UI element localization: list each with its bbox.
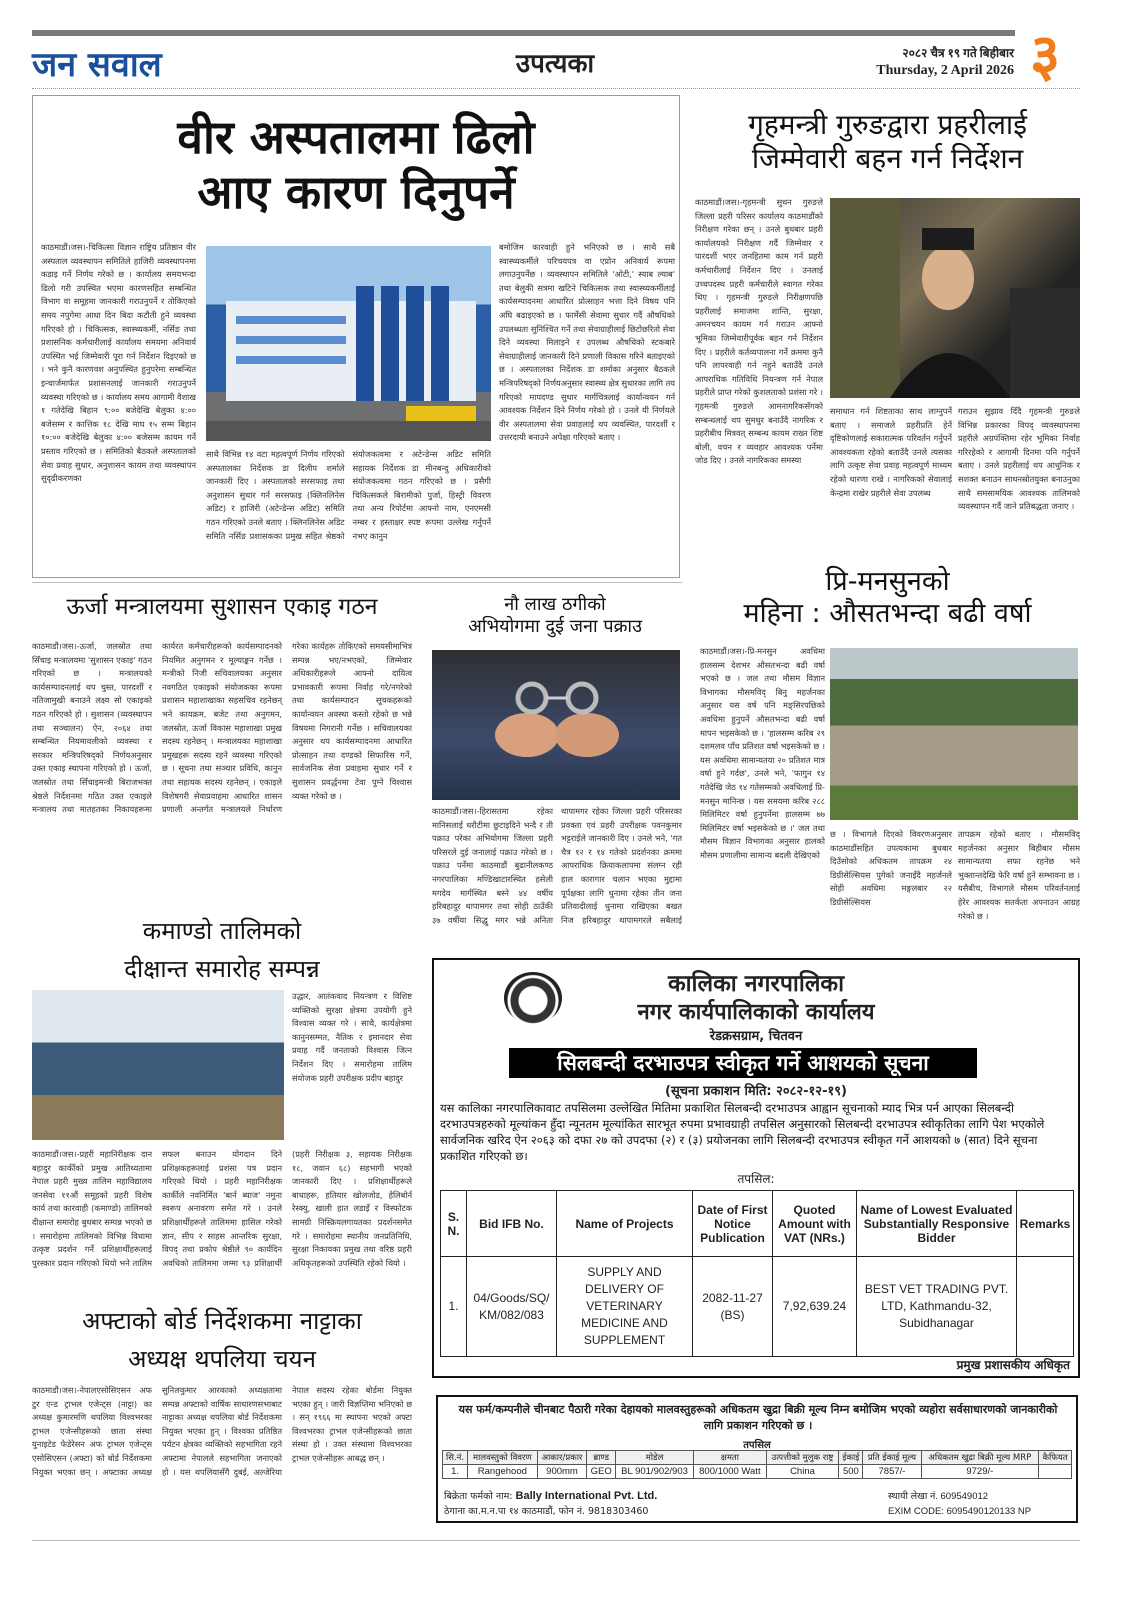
column-header: उत्पत्तीको मुलुक राष्ट्र (766, 1451, 839, 1465)
article-text: काठमाडौं।जस।-प्रि-मनसुन अवधिमा हालसम्म देशभर औसतभन्दा बढी वर्षा भएको छ । जल तथा मौसम विज्ञान विभागका मौसमविद् बिनु महर्जनका अनुसार यस वर्ष पनि मङ्सिरपछिको अवधिमा हुनुपर्ने औसतभन्दा बढी वर्षा मापन भइसकेको छ । 'हालसम्म करिब २९ दशमलव पाँच प्रतिशत वर्षा भइसकेको छ । यस अवधिमा सामान्यतया २० प्रतिशत मात्र वर्षा हुने गर्दछ', उनले भने, 'फागुन १४ गतेदेखि जेठ १४ गतेसम्मको अवधिलाई प्रि-मनसुन मानिन्छ । यस समयमा करिब २८८ मिलिमिटर वर्षा हुनुपर्नेमा हालसम्म ७७ मिलिमिटर वर्षा भइसकेको छ ।' जल तथा मौसम विज्ञान विभागका अनुसार हालको मौसम प्रणालीमा सामान्य बदली देखिएको (700, 646, 825, 860)
table-cell: 7857/- (863, 1465, 921, 1479)
table-cell: 500 (839, 1465, 863, 1479)
column-header: Date of First Notice Publication (693, 1191, 773, 1257)
headline-line: जिम्मेवारी बहन गर्न निर्देशन (751, 141, 1024, 175)
commando-ceremony-photo (32, 990, 284, 1140)
headline-line: कमाण्डो तालिमको (142, 917, 302, 945)
table-row (441, 1257, 1074, 1357)
table-cell: 800/1000 Watt (694, 1465, 766, 1479)
article-text: काठमाडौं।जस।-नेपालएसोसिएसन अफ टुर एन्ड ट्राभल एजेन्ट्स (नाट्टा) का अध्यक्ष कुमारमणि थपलिया विश्वभरका ट्राभल एजेन्सीहरूको छाता संस्था युनाइटेड फेडेरेसन अफ ट्राभल एजेन्ट्स एसोसिएसन (अफ्टा) को बोर्ड निर्देशकमा नियुक्त भएका छन् । अफ्टाका अध्यक्ष सुनिलकुमार आरकाको अध्यक्षतामा सम्पन्न अफ्टाको वार्षिक साधारणसभाबाट नाट्टाका अध्यक्ष थपलिया बोर्ड निर्देशकमा नियुक्त भएका हुन् । विश्वका प्रतिष्ठित पर्यटन क्षेत्रका व्यक्तिको सहभागिता रहने अफ्टामा नेपालले सहभागिता जनाएको हो । यस थपलियासँगै दुबई, अल्जेरिया नेपाल सदस्य रहेका बोर्डमा नियुक्त भएका हुन् । जारी विज्ञप्तिमा भनिएको छ । सन् १९६६ मा स्थापना भएको अफ्टा विश्वभरका ट्राभल एजेन्सीहरूको छाता संस्था हो । उक्त संस्थामा विश्वभरका ट्राभल एजेन्सीहरू आबद्ध छन् । (32, 1385, 412, 1477)
headline-line: अभियोगमा दुई जना पक्राउ (468, 615, 642, 637)
column-header: Quoted Amount with VAT (NRs.) (773, 1191, 857, 1257)
table-cell: SUPPLY AND DELIVERY OF VETERINARY MEDICINE AND SUPPLEMENT (557, 1257, 693, 1357)
exim-code: EXIM CODE: 6095490120133 NP (888, 1506, 1032, 1517)
flooded-river-photo (830, 648, 1078, 820)
article-text: छ । विभागले दिएको विवरणअनुसार काठमाडौंसहित उपत्यकामा बुधबार दिउँसोको अधिकतम तापक्रम २४ डिग्रीसेल्सियस पुगेको जनाइँदै महर्जनले सोही अवधिमा मङ्गलबार २२ डिग्रीसेल्सियस (830, 829, 952, 907)
article-bir-hospital (32, 95, 680, 578)
date-nepali: २०८२ चैत्र १९ गते बिहीबार (902, 46, 1014, 60)
article-text: गराउन सुझाव दिँदै गृहमन्त्री गुरुङले विभिन्न प्रकारका विपद् व्यवस्थापनमा प्रहरीले अग्रपंक्तिमा रहेर भूमिका निर्वाह गरिरहेको र आगामी दिनमा पनि गर्नुपर्ने बताए । उनले प्रहरीलाई थप आधुनिक र सशक्त बनाउन साधनस्रोतयुक्त बनाउनुका साथै समसामयिक आवश्यक तालिमको व्यवस्थापन गर्दै जाने प्रतिबद्धता जनाए । (958, 406, 1080, 512)
article-text: काठमाडौं।जस।-गृहमन्त्री सुधन गुरुङले जिल्ला प्रहरी परिसर कार्यालय काठमाडौंको निरीक्षण गरेका छन् । उनले बुधबार प्रहरी कार्यालयको निरीक्षण गर्दै जिम्मेवार र पारदर्शी भएर जनहितमा काम गर्न प्रहरी कर्मचारीलाई निर्देशन दिए । उनलाई उच्चपदस्थ प्रहरी कर्मचारीले स्वागत गरेका थिए । गृहमन्त्री गुरुङले निरीक्षणपछि प्रहरीलाई समाजमा शान्ति, सुरक्षा, अमनचयन कायम गर्न गराउन आफ्नो भूमिका जिम्मेवारीपूर्वक बहन गर्न निर्देशन दिए । प्रहरीले कर्तव्यपालना गर्ने क्रममा कुनै पनि लापरवाही गर्न नहुने बताउँदै उनले आपराधिक गतिविधि नियन्त्रण गर्न नेपाल प्रहरीले प्राप्त गरेको कुशलताको प्रशंसा गरे । गृहमन्त्री गुरुङले आमनागरिकसँगको सम्बन्धलाई थप सुमधुर बनाउँदै नागरिक र प्रहरीबीच मित्रवत् सम्बन्ध कायम राख्न शिष्ट बोली, वचन र व्यवहार आवश्यक पर्नेमा जोड दिए । उनले नागरिकका समस्या (695, 197, 823, 466)
home-minister-photo (830, 198, 1080, 398)
article-text: उद्धार, आतंकवाद नियन्त्रण र विशिष्ट व्यक्तिको सुरक्षा क्षेत्रमा उपयोगी हुने विश्वास व्यक्त गरे । साथै, कार्यक्षेत्रमा कानुनसम्मत, नैतिक र इमानदार सेवा प्रवाह गर्दै जनताको विश्वास जित्न निर्देशन दिए । समारोहमा तालिम संयोजक प्रहरी उपरीक्षक प्रदीप बहादुर (292, 991, 412, 1083)
seller-address: ठेगाना का.म.न.पा १४ काठमाडौं, फोन नं. 9818303460 (444, 1506, 649, 1517)
column-header: मालवस्तुको विवरण (468, 1451, 537, 1465)
column-header: सि.नं. (443, 1451, 468, 1465)
table-cell: 9729/- (921, 1465, 1039, 1479)
tapsil-label: तपसिल: (737, 1172, 775, 1186)
headline-line: दीक्षान्त समारोह सम्पन्न (124, 955, 320, 983)
bid-table (440, 1190, 1074, 1357)
pan-number: स्थायी लेखा नं. 609549012 (888, 1491, 989, 1502)
notice-title: सिलबन्दी दरभाउपत्र स्वीकृत गर्ने आशयको सूचना (509, 1048, 977, 1078)
mrp-table (442, 1450, 1072, 1479)
column-header: Bid IFB No. (467, 1191, 557, 1257)
headline-line: वीर अस्पतालमा ढिलो (177, 110, 535, 164)
top-rule (32, 30, 1015, 36)
handcuffed-hands-image (432, 650, 680, 800)
section-title: उपत्यका (515, 49, 595, 79)
column-header: कैफियत (1039, 1451, 1072, 1465)
headline: ऊर्जा मन्त्रालयमा सुशासन एकाइ गठन (66, 594, 378, 620)
mrp-advertisement (436, 1395, 1078, 1523)
column-header: आकार/प्रकार (537, 1451, 587, 1465)
headline (33, 110, 679, 220)
column-header: Remarks (1017, 1191, 1074, 1257)
article-text: बमोजिम कारवाही हुने भनिएको छ । साथै सबै स्वास्थ्यकर्मीले परिचयपत्र वा एप्रोन अनिवार्य रूपमा लगाउनुपर्नेछ । व्यवस्थापन समितिले 'ओटी,' स्याब ल्याब' तथा बेलुकी सत्रमा खटिने चिकित्सक तथा स्वास्थ्यकर्मीलाई कार्यसम्पादनमा आधारित प्रोत्साहन भत्ता दिने विषय पनि अघि बढाइएको छ । फार्मेसी सेवामा सुधार गर्दै औषधिको उपलब्धता सुनिश्चित गर्ने तथा सेवाग्राहीलाई छिटोछरितो सेवा दिने व्यवस्था मिलाइने र उपलब्ध औषधिको स्टकबारे सेवाग्राहीलाई जानकारी दिने प्रणाली विकास गरिने बताइएको छ । अस्पतालका निर्देशक डा शर्माका अनुसार बैठकले मन्त्रिपरिषद्को निर्णयअनुसार स्वास्थ्य क्षेत्र सुधारका लागि तय गरिएको मापदण्ड सुधार मार्गचित्रलाई कार्यान्वयन गर्न आवश्यक निर्देशन दिने निर्णय गरेको हो । उनले यी निर्णयले वीर अस्पतालमा सेवा प्रवाहलाई थप व्यवस्थित, पारदर्शी र उत्तरदायी बनाउने अपेक्षा गरिएको बताए । (499, 242, 675, 443)
table-header-row (441, 1191, 1074, 1257)
issue-date (876, 44, 1014, 80)
headline-line: प्रि-मनसुनको (825, 566, 950, 597)
table-cell: 7,92,639.24 (773, 1257, 857, 1357)
person-portrait-image (830, 198, 1080, 398)
table-header-row (443, 1451, 1072, 1465)
article-text: काठमाडौं।जस।-हिरासतमा रहेका मानिसलाई धरौटीमा छुटाइदिने भन्दै र ती पक्राउ परेका अभियोगमा जिल्ला प्रहरी परिसरले दुई जनालाई पक्राउ गरेको छ । पक्राउ पर्नेमा काठमाडौं बुढानीलकण्ठ नगरपालिका मण्डिखाटारस्थित हसेली मगदेव मार्गस्थित बस्ने ४४ वर्षीय हरिबहादुर थापामगर तथा सोही ठाउँकी ३७ वर्षीया सिद्धु मगर भन्ने अनिता थापामगर रहेका जिल्ला प्रहरी परिसरका प्रवक्ता एवं प्रहरी उपरीक्षक पवनकुमार भट्टराईले जानकारी दिए । उनले भने, 'गत चैत्र १२ र १४ गतेको प्रदर्शनका क्रममा आपराधिक क्रियाकलापमा संलग्न रही हाल कारागार चलान भएका मुद्दामा पूर्पक्षका लागि धुनामा रहेका तीन जना प्रतिवादीलाई धुनामा राखिएका बखत निज हरिबहादुर थापामगरले सबैलाई (432, 806, 682, 925)
hospital-building-image (206, 246, 491, 441)
column-header: S. N. (441, 1191, 467, 1257)
table-cell: China (766, 1465, 839, 1479)
table-cell: 1. (441, 1257, 467, 1357)
table-cell (1039, 1465, 1072, 1479)
article-text: काठमाडौं।जस।-चिकित्सा विज्ञान राष्ट्रिय प्रतिष्ठान वीर अस्पताल व्यवस्थापन समितिले हाजिरी व्यवस्थापनमा कडाइ गर्ने निर्णय गरेको छ । कार्यालय समयभन्दा ढिलो गरी उपस्थित भएमा कारणसहित सम्बन्धित विभाग वा समूहमा जानकारी गराउनुपर्ने र तोकिएको समय नपुगेमा आधा दिन बिदा कटौती हुने व्यवस्था गरिएको हो । चिकित्सक, स्वास्थ्यकर्मी, नर्सिङ तथा प्रशासनिक कर्मचारीलाई कार्यालय समयमा अनिवार्य उपस्थित भई जिम्मेवारी पूरा गर्न निर्देशन दिइएको छ । भने कुनै कारणवश अनुपस्थित हुनुपरेमा सम्बन्धित इन्चार्जमार्फत प्रशासनलाई जानकारी गराउनुपर्ने व्यवस्था गरिएको छ । कार्यालय समय आगामी वैशाख १ गतेदेखि बिहान ९:०० बजेदेखि बेलुका ४:०० बजेसम्म र कात्तिक १८ देखि माघ १५ सम्म बिहान १०:०० बजेदेखि बेलुका ४:०० बजेसम्म कायम गर्ने प्रस्ताव गरिएको छ । समितिको बैठकले अस्पतालको सेवा प्रवाह सुधार, अनुशासन कायम तथा व्यवस्थापन सुदृढीकरणका (41, 242, 196, 484)
article-text: समाधान गर्न शिष्टताका साथ लाग्नुपर्ने बताए । समाजले प्रहरीप्रति हेर्ने दृष्टिकोणलाई सकारात्मक परिवर्तन गर्नुपर्ने आवश्यकता रहेको बताउँदै उनले त्यसका लागि उत्कृष्ट सेवा प्रवाह महत्वपूर्ण माध्यम रहेको धारणा राखे । नागरिकको सेवालाई केन्द्रमा राखेर प्रहरीले सेवा उपलब्ध (830, 406, 952, 498)
ad-heading: यस फर्म/कम्पनीले चीनबाट पैठारी गरेका देहायको मालवस्तुहरूको अधिकतम खुद्रा बिक्री मूल्य निम्न बमोजिम भएको व्यहोरा सर्वसाधारणको जानकारीको लागि प्रकाशन गरिएको छ । (458, 1403, 1058, 1432)
table-cell: 900mm (537, 1465, 587, 1479)
divider (32, 582, 682, 583)
table-row (443, 1465, 1072, 1479)
office-subtitle: नगर कार्यपालिकाको कार्यालय (637, 1000, 875, 1025)
column-header: प्रति ईकाई मूल्य (863, 1451, 921, 1465)
headline (695, 566, 1080, 631)
column-header: अधिकतम खुद्रा बिक्री मूल्य MRP (921, 1451, 1039, 1465)
headline-line: आए कारण दिनुपर्ने (197, 165, 515, 220)
article-text: काठमाडौं।जस।-ऊर्जा, जलस्रोत तथा सिँचाइ मन्त्रालयमा 'सुशासन एकाइ' गठन गरिएको छ । मन्त्रालयको कार्यसम्पादनलाई थप चुस्त, पारदर्शी र नतिजामुखी बनाउने लक्ष्य सो एकाइको गठन गरिएको हो । सुशासन (व्यवस्थापन तथा सञ्चालन) ऐन, २०६४ तथा सम्बन्धित नियमावलीको व्यवस्था र सरकार मन्त्रिपरिषद्को निर्णयअनुसार उक्त एकाइ स्थापना गरिएको हो । ऊर्जा, जलस्रोत तथा सिँचाइमन्त्री बिराजभक्त श्रेष्ठले निर्देशनमा गठित उक्त एकाइले मन्त्रालय तथा मातहतका निकायहरूमा कार्यरत कर्मचारीहरूको कार्यसम्पादनको नियमित अनुगमन र मूल्याङ्कन गर्नेछ । मन्त्रीको निजी सचिवालयका अनुसार नवगठित एकाइको संयोजकका रूपमा प्रशासन महाशाखाका सहसचिव रहनेछन् भने कायक्रम, बजेट तथा अनुगमन, जलस्रोत, ऊर्जा विकास महाशाखा प्रमुख सदस्य रहनेछन् । मन्त्रालयका महाशाखा प्रमुखहरू सदस्य रहने व्यवस्था गरिएको छ । सूचना तथा सञ्चार प्रविधि, कानुन तथा सहायक सदस्य रहनेछन् । एकाइले विशेषगरी सेवाप्रवाहमा आधारित शासन प्रणाली अन्तर्गत मन्त्रालयले निर्धारण गरेका कार्यहरू तोकिएको समयसीमाभित्र सम्पन्न भए/नभएको, जिम्मेवार अधिकारीहरूले आफ्नो दायित्व प्रभावकारी रूपमा निर्वाह गरे/नगरेको तथा कार्यसम्पादन सूचकहरूको कार्यान्वयन अवस्था कस्तो रहेको छ भन्ने विषयमा निगरानी गर्नेछ । सचिवालयका अनुसार थप कार्यसम्पादनमा आधारित प्रोत्साहन तथा दण्डको सिफारिस गर्ने, सार्वजनिक सेवा प्रवाहमा सुधार गर्ने र सुशासन प्रवर्द्धनमा टेवा पुग्ने विश्वास व्यक्त गरेको छ । (32, 641, 412, 815)
header-divider (32, 88, 1080, 89)
table-cell: GEO (587, 1465, 615, 1479)
date-english: Thursday, 2 April 2026 (876, 63, 1014, 78)
ad-tapsil: तपसिल (743, 1440, 771, 1451)
headline (430, 594, 680, 637)
table-cell: 04/Goods/SQ/ KM/082/083 (467, 1257, 557, 1357)
headline-line: अफ्टाको बोर्ड निर्देशकमा नाट्टाका (82, 1307, 362, 1335)
table-cell: BEST VET TRADING PVT. LTD, Kathmandu-32, Subidhanagar (857, 1257, 1017, 1357)
tender-notice (432, 958, 1080, 1378)
column-header: Name of Lowest Evaluated Substantially Responsive Bidder (857, 1191, 1017, 1257)
column-header: ब्राण्ड (587, 1451, 615, 1465)
table-cell: 2082-11-27 (BS) (693, 1257, 773, 1357)
column-header: ईकाई (839, 1451, 863, 1465)
headline-line: महिना : औसतभन्दा बढी वर्षा (743, 598, 1032, 630)
seller-label: बिक्रेता फर्मको नाम: (444, 1491, 513, 1502)
headline (695, 108, 1080, 175)
page-number: ३ (1030, 21, 1061, 89)
table-cell: Rangehood (468, 1465, 537, 1479)
seller-name: Bally International Pvt. Ltd. (515, 1490, 658, 1502)
publication-date: (सूचना प्रकाशन मिति: २०८२-१२-१९) (665, 1084, 847, 1099)
column-header: क्षमता (694, 1451, 766, 1465)
footer-divider (32, 1540, 1080, 1541)
headline-line: गृहमन्त्री गुरुङद्वारा प्रहरीलाई (748, 108, 1027, 141)
hospital-photo (206, 246, 491, 441)
notice-paragraph: यस कालिका नगरपालिकावाट तपसिलमा उल्लेखित मितिमा प्रकाशित सिलबन्दी दरभाउपत्र आह्वान सूचनाको म्याद भित्र पर्न आएका सिलबन्दी दरभाउपत्रहरुको मूल्यांकन हुँदा न्यूनतम मूल्यांकित सारभूत रुपमा प्रभावग्राही तपसिल अनुसारको सिलबन्दी दरभाउपत्र स्वीकृतिका लागि पेश भएकोले सार्वजनिक खरिद ऐन २०६३ को दफा २७ को उपदफा (२) र (३) प्रयोजनका लागि सिलबन्दी दरभाउपत्र स्वीकृत गर्ने आशयको ७ (सात) दिने सूचना प्रकाशित गरिएको छ। (440, 1101, 1045, 1163)
table-cell (1017, 1257, 1074, 1357)
office-address: रेडक्रसग्राम, चितवन (709, 1029, 803, 1044)
headline-line: अध्यक्ष थपलिया चयन (128, 1345, 316, 1373)
column-header: मोडेल (615, 1451, 693, 1465)
article-text: तापक्रम रहेको बताए । मौसमविद् महर्जनका अनुसार बिहीबार मौसम सामान्यतया सफा रहनेछ भने भुक्तान्तदेखि फेरि वर्षा हुने सम्भावना छ । यसैबीच, विभागले मौसम परिवर्तनलाई हेरेर आवश्यक सतर्कता अपनाउन आग्रह गरेको छ । (958, 829, 1080, 921)
table-cell: BL 901/902/903 (615, 1465, 693, 1479)
headline-line: नौ लाख ठगीको (504, 594, 606, 615)
column-header: Name of Projects (557, 1191, 693, 1257)
table-cell: 1. (443, 1465, 468, 1479)
handcuffs-photo (432, 650, 680, 800)
headline (32, 912, 412, 988)
office-name: कालिका नगरपालिका (667, 971, 845, 997)
article-text: साथै विभिन्न १४ वटा महत्वपूर्ण निर्णय गरिएको अस्पतालका निर्देशक डा दिलीप शर्माले जानकारी दिए । अस्पतालको सरसफाइ तथा अनुशासन सुधार गर्न सरसफाइ (क्लिनलिनेस अडिट) र हाजिरी (अटेन्डेन्स अडिट) समिति गठन गरिएको उनले बताए । क्लिनलिनेस अडिट समिति नर्सिङ प्रशासकका प्रमुख सहित श्रेष्ठको संयोजकत्वमा र अटेन्डेन्स अडिट समिति सहायक निर्देशक डा मीनबन्दु अधिकारीको संयोजकत्वमा गठन गरिएको छ । प्रसैगी चिकित्सकले बिरामीको पुर्जा, हिस्ट्री विवरण तथा अन्य रिपोर्टमा आफ्नो नाम, एनएमसी नम्बर र हस्ताक्षर स्पष्ट रूपमा उल्लेख गर्नुपर्ने नभए कानुन (206, 449, 491, 541)
headline (32, 1302, 412, 1378)
registration-info (888, 1489, 1031, 1519)
masthead-logo: जन सवाल (32, 45, 162, 85)
article-text: काठमाडौं।जस।-प्रहरी महानिरीक्षक दान बहादुर कार्कीको प्रमुख आतिथ्यतामा नेपाल प्रहरी मुख्य तालिम महाविद्यालय जनसेवा ११औं समूहको प्रहरी विशेष कार्य तथा कारवाही (कमाण्डो) तालिमको दीक्षान्त समारोह बुधबार सम्पन्न भएको छ । समारोहमा तालिमको विभिन्न विधामा उत्कृष्ट प्रदर्शन गर्ने प्रशिक्षार्थीहरूलाई पुरस्कार प्रदान गरिएको थियो भने तालिम सफल बनाउन योगदान दिने प्रशिक्षकहरूलाई प्रशंसा पत्र प्रदान गरिएको थियो । प्रहरी महानिरीक्षक कार्कीले नवनिर्मित 'बार्न ब्याज' नमुना स्वरूप अनावरण समेत गरे । उनले प्रशिक्षार्थीहरूले तालिममा हासिल गरेको ज्ञान, सीप र साहस आन्तरिक सुरक्षा, विपद् तथा प्रकोप श्रेष्ठीले ९० कार्यदिन अवधिको तालिममा जम्मा ९३ प्रशिक्षार्थी (प्रहरी निरीक्षक ३, सहायक निरीक्षक १८, जवान ६८) सहभागी भएको जानकारी दिए । प्रशिक्षार्थीहरूले बाधाहरू, हतियार खोलजोड, हेलिबोर्न रेस्क्यु, खाली हात लडाइँ र विस्फोटक सामग्री निस्क्रियलगायतका प्रदर्शनसमेत गरे । समारोहमा स्थानीय जनप्रतिनिधि, सुरक्षा निकायका प्रमुख तथा वरिष्ठ प्रहरी अधिकृतहरूको उपस्थिति रहेको थियो । (32, 1149, 412, 1268)
seller-info (444, 1489, 657, 1519)
signatory: प्रमुख प्रशासकीय अधिकृत (956, 1358, 1070, 1372)
